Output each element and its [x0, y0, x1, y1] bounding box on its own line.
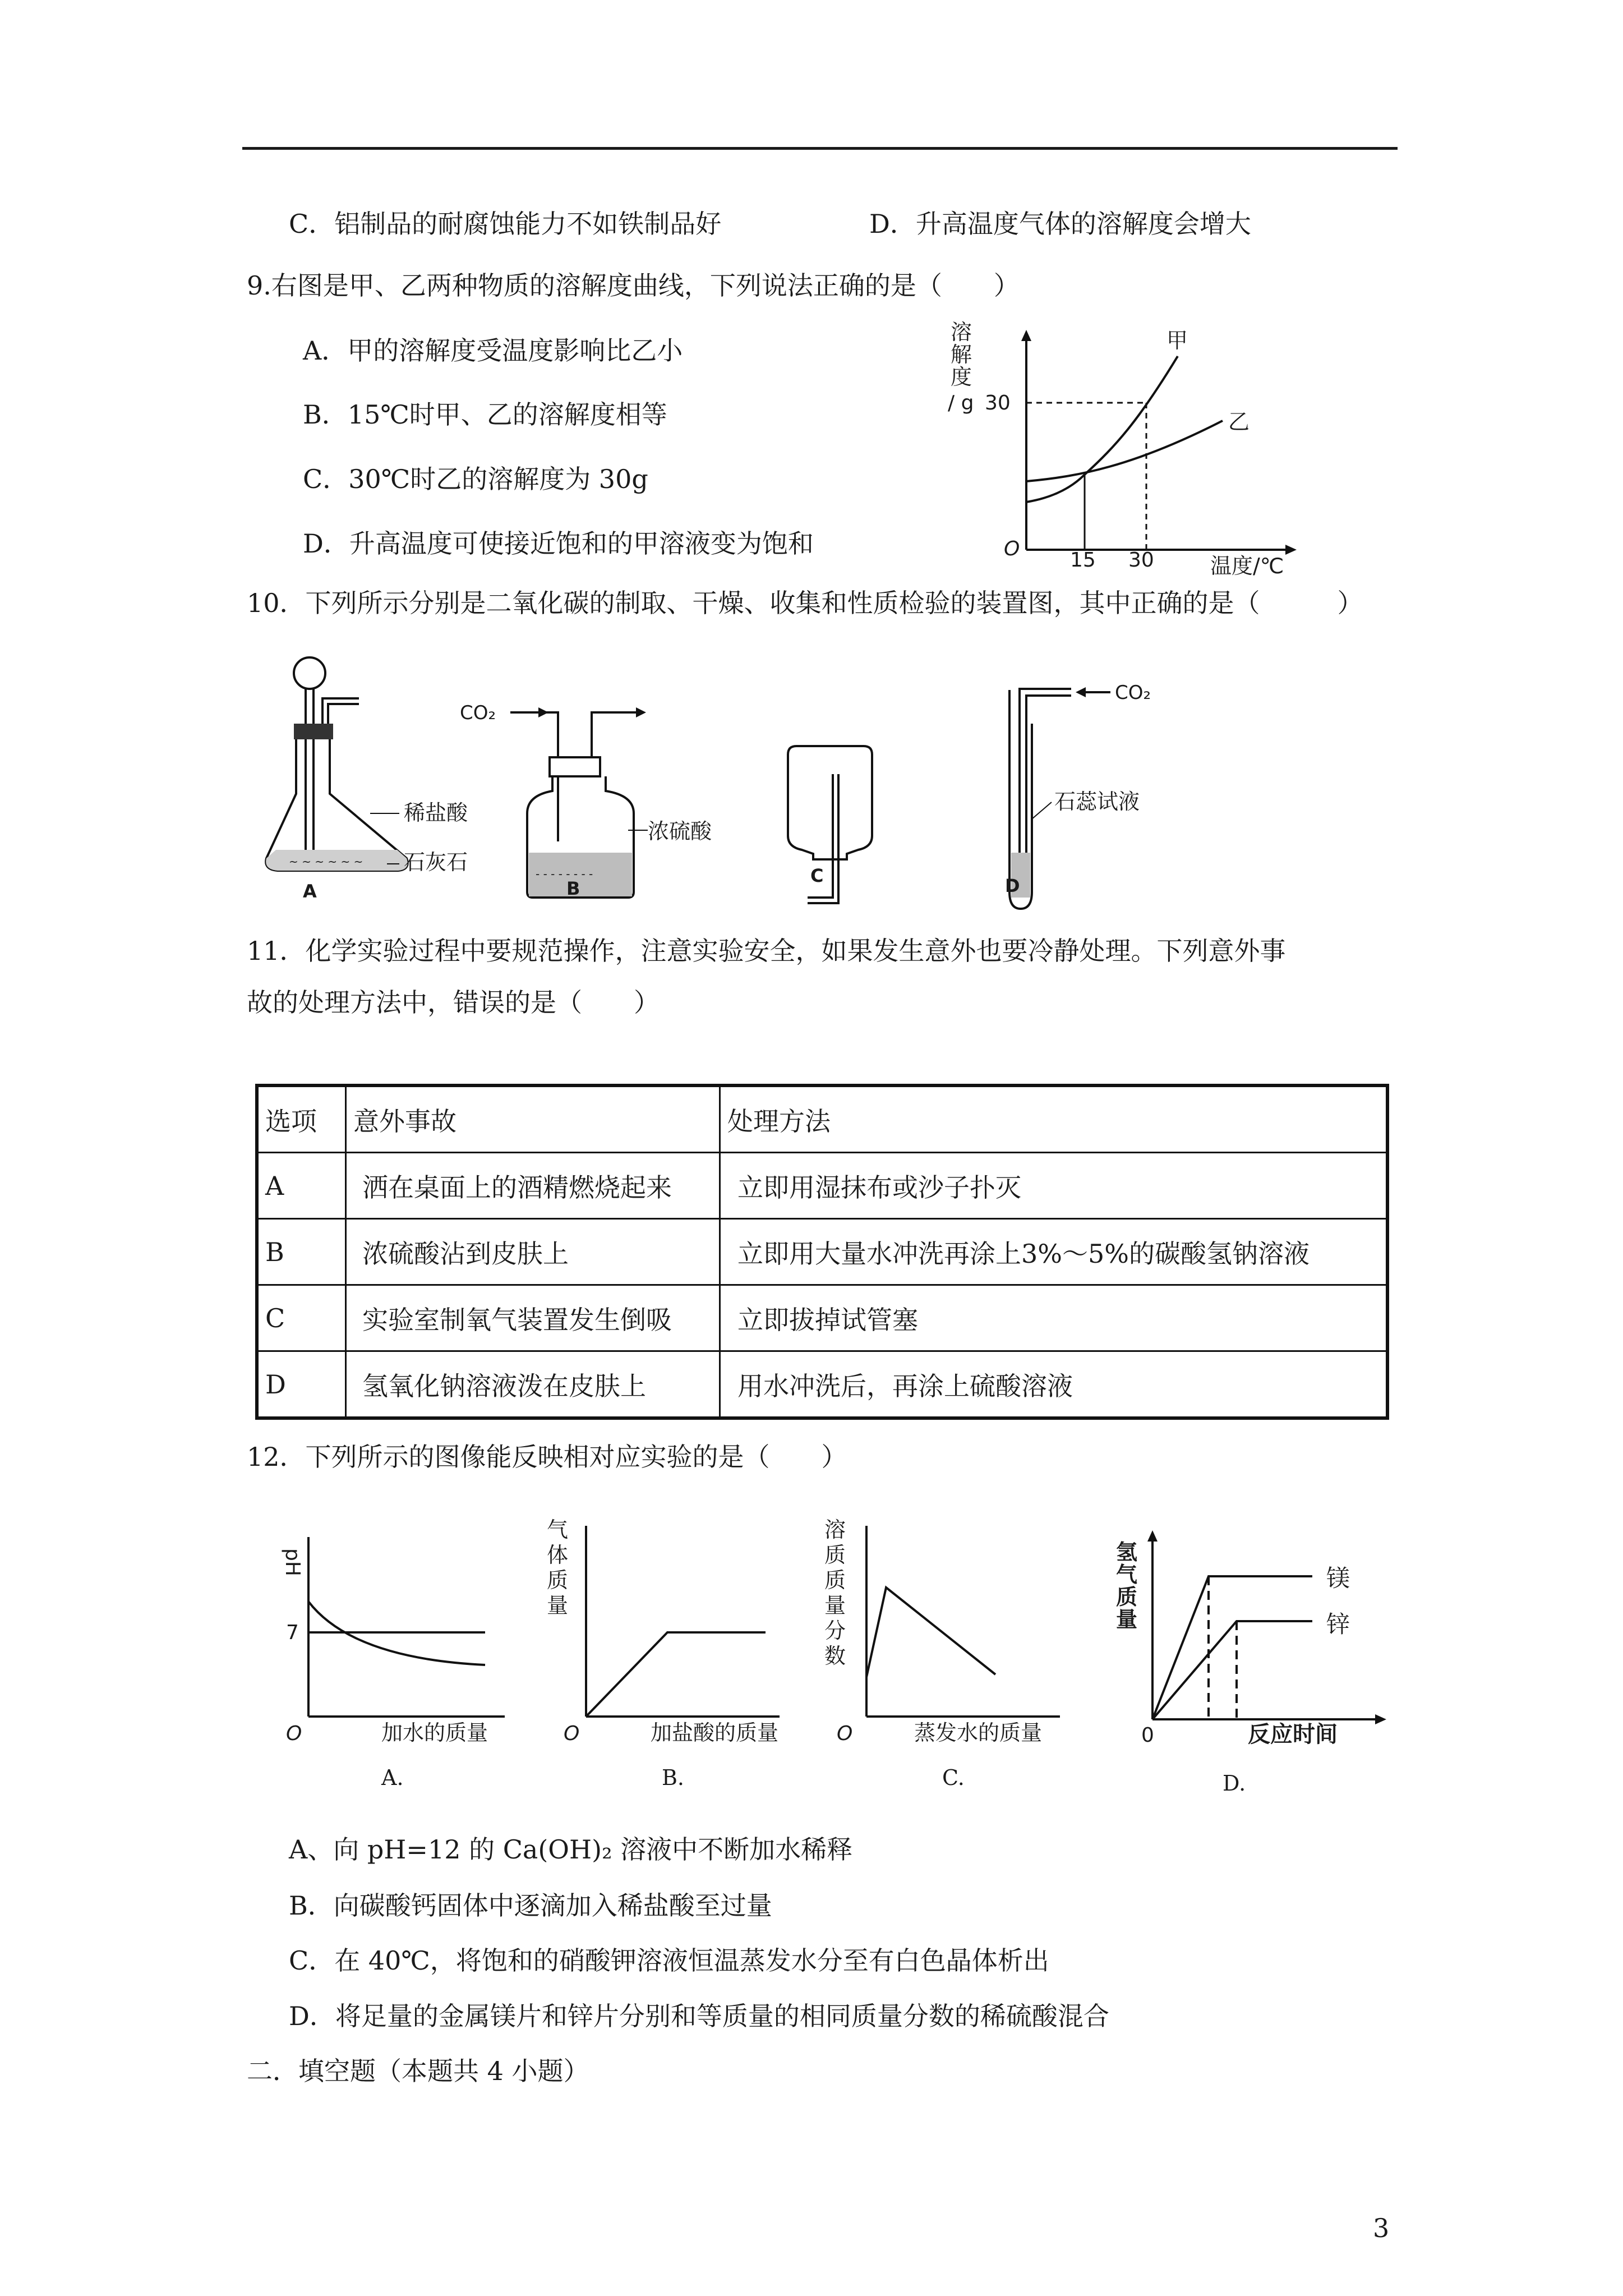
- svg-text:- - - - - - - -: - - - - - - - -: [536, 867, 593, 881]
- q12-graph-d-ylabel-2: 气: [1116, 1562, 1138, 1587]
- q12-graph-a: [269, 1526, 516, 1806]
- table-cell-accident: 洒在桌面上的酒精燃烧起来: [346, 1153, 720, 1219]
- solubility-ytick-30: 30: [985, 392, 1011, 415]
- table-cell-accident: 氢氧化钠溶液泼在皮肤上: [346, 1351, 720, 1419]
- apparatus-b-letter: B: [566, 878, 580, 899]
- apparatus-c-bottle: [788, 746, 872, 859]
- header-rule: [242, 147, 1398, 150]
- apparatus-a-funnel-bulb: [294, 657, 325, 689]
- q12-graph-b-ylabel-3: 质: [547, 1568, 569, 1593]
- apparatus-d-gas-label: CO₂: [1115, 682, 1151, 704]
- co2-apparatus-figure: [247, 651, 1200, 914]
- table-cell-option: D: [257, 1351, 346, 1419]
- table-cell-accident: 浓硫酸沾到皮肤上: [346, 1219, 720, 1285]
- q11-stem-line1: 11．化学实验过程中要规范操作，注意实验安全，如果发生意外也要冷静处理。下列意外事: [247, 936, 1286, 966]
- q12-graph-b-origin: O: [564, 1722, 580, 1745]
- apparatus-d: [1005, 682, 1151, 909]
- q12-graph-d: [1116, 1515, 1408, 1806]
- solubility-curve-jia-label: 甲: [1166, 328, 1188, 353]
- q12-graph-a-caption: A.: [381, 1765, 404, 1790]
- q12-option-c: C．在 40℃，将饱和的硝酸钾溶液恒温蒸发水分至有白色晶体析出: [289, 1945, 1049, 1976]
- q12-graph-d-ylabel-3: 质: [1116, 1585, 1138, 1609]
- q12-graph-d-caption: D.: [1223, 1771, 1246, 1796]
- apparatus-b-outlet-tube: [592, 712, 606, 760]
- q12-graph-c-caption: C.: [942, 1765, 965, 1790]
- table-row: [257, 1219, 1387, 1285]
- q12-graph-c-curve: [866, 1588, 995, 1677]
- q12-graph-c-ylabel-1: 溶: [824, 1517, 846, 1542]
- q12-graph-b-ylabel-2: 体: [547, 1543, 569, 1567]
- q12-graph-c-xlabel: 蒸发水的质量: [914, 1720, 1043, 1745]
- q12-graph-a-tick-7: 7: [286, 1621, 299, 1644]
- table-header-method: 处理方法: [720, 1085, 1388, 1153]
- solubility-curve-yi: [1026, 421, 1223, 481]
- accident-table: [255, 1084, 1389, 1420]
- table-cell-method: 立即用湿抹布或沙子扑灭: [720, 1153, 1388, 1219]
- solubility-curve-yi-label: 乙: [1228, 409, 1250, 434]
- q9-option-b: B．15℃时甲、乙的溶解度相等: [303, 399, 667, 430]
- q12-graph-c-ylabel-6: 数: [824, 1644, 846, 1668]
- q12-graph-b-curve: [586, 1632, 766, 1717]
- q12-graph-d-origin: 0: [1141, 1724, 1154, 1747]
- apparatus-a: [266, 657, 468, 902]
- apparatus-d-letter: D: [1005, 875, 1020, 896]
- q12-graph-d-ylabel-1: 氢: [1116, 1540, 1138, 1565]
- q8-option-d: D．升高温度气体的溶解度会增大: [869, 209, 1251, 239]
- q12-graph-a-ylabel: pH: [281, 1548, 304, 1576]
- solubility-xlabel: 温度/℃: [1210, 554, 1284, 578]
- table-cell-method: 立即用大量水冲洗再涂上3%～5%的碳酸氢钠溶液: [720, 1219, 1388, 1285]
- table-row: [257, 1153, 1387, 1219]
- q12-graph-d-mg-curve: [1152, 1576, 1312, 1719]
- q9-option-c: C．30℃时乙的溶解度为 30g: [303, 464, 648, 494]
- q12-graph-b: [544, 1515, 808, 1806]
- table-cell-option: B: [257, 1219, 346, 1285]
- q12-graph-c-origin: O: [837, 1722, 853, 1745]
- apparatus-b: [460, 702, 712, 899]
- solubility-ylabel-3: 度: [951, 365, 972, 389]
- q12-stem: 12．下列所示的图像能反映相对应实验的是（ ）: [247, 1442, 847, 1472]
- q9-option-d: D．升高温度可使接近饱和的甲溶液变为饱和: [303, 528, 814, 559]
- q12-graph-d-xlabel: 反应时间: [1248, 1722, 1338, 1747]
- q12-option-b: B．向碳酸钙固体中逐滴加入稀盐酸至过量: [289, 1890, 772, 1921]
- q12-graph-c-ylabel-3: 质: [824, 1568, 846, 1593]
- q12-graph-c-ylabel-2: 质: [824, 1543, 846, 1567]
- apparatus-b-label-acid: 浓硫酸: [648, 819, 712, 844]
- q12-graph-d-ylabel-4: 量: [1116, 1607, 1138, 1632]
- solubility-graph: [948, 320, 1307, 578]
- q12-graph-d-zn-curve: [1152, 1621, 1312, 1719]
- table-cell-accident: 实验室制氧气装置发生倒吸: [346, 1285, 720, 1351]
- apparatus-b-gas-label: CO₂: [460, 702, 496, 724]
- solubility-xtick-15: 15: [1070, 549, 1096, 572]
- solubility-x-arrow: [1285, 545, 1297, 555]
- table-cell-option: C: [257, 1285, 346, 1351]
- apparatus-c: [788, 746, 872, 903]
- solubility-y-arrow: [1021, 330, 1031, 341]
- q12-graph-c: [824, 1515, 1088, 1806]
- solubility-ylabel-2: 解: [951, 342, 972, 367]
- solubility-origin: O: [1004, 537, 1020, 560]
- table-cell-method: 用水冲洗后，再涂上硫酸溶液: [720, 1351, 1388, 1419]
- table-header-accident: 意外事故: [346, 1085, 720, 1153]
- svg-text:~ ~ ~ ~ ~ ~: ~ ~ ~ ~ ~ ~: [289, 855, 363, 868]
- q9-option-a: A．甲的溶解度受温度影响比乙小: [303, 335, 683, 366]
- solubility-xtick-30: 30: [1128, 549, 1154, 572]
- q12-option-d: D．将足量的金属镁片和锌片分别和等质量的相同质量分数的稀硫酸混合: [289, 2001, 1109, 2031]
- q12-graph-b-caption: B.: [662, 1765, 685, 1790]
- solubility-ylabel-1: 溶: [951, 320, 972, 344]
- table-row: [257, 1351, 1387, 1419]
- section-two-heading: 二．填空题（本题共 4 小题）: [247, 2056, 589, 2086]
- q12-graph-d-series-mg: 镁: [1326, 1565, 1350, 1592]
- table-header-option: 选项: [257, 1085, 346, 1153]
- solubility-curve-jia: [1026, 356, 1178, 502]
- q12-graph-b-ylabel-1: 气: [547, 1517, 569, 1542]
- page-number: 3: [1373, 2213, 1390, 2243]
- solubility-yunit: / g: [948, 392, 974, 415]
- q12-option-a: A、向 pH=12 的 Ca(OH)₂ 溶液中不断加水稀释: [289, 1834, 853, 1865]
- apparatus-d-label-litmus: 石蕊试液: [1054, 789, 1140, 814]
- table-cell-method: 立即拔掉试管塞: [720, 1285, 1388, 1351]
- apparatus-c-letter: C: [810, 865, 824, 886]
- q12-graph-b-ylabel-4: 量: [547, 1593, 569, 1618]
- q12-graph-d-series-zn: 锌: [1326, 1611, 1350, 1638]
- table-header-row: [257, 1085, 1387, 1153]
- q9-stem: 9.右图是甲、乙两种物质的溶解度曲线，下列说法正确的是（ ）: [247, 270, 1020, 301]
- apparatus-a-letter: A: [303, 881, 317, 902]
- q12-graph-c-ylabel-5: 分: [824, 1618, 846, 1643]
- apparatus-a-stopper: [294, 724, 333, 739]
- apparatus-a-label-acid: 稀盐酸: [404, 800, 468, 825]
- q11-stem-line2: 故的处理方法中，错误的是（ ）: [247, 987, 660, 1018]
- q12-graph-a-xlabel: 加水的质量: [381, 1720, 488, 1745]
- q8-option-c: C．铝制品的耐腐蚀能力不如铁制品好: [289, 209, 722, 239]
- table-row: [257, 1285, 1387, 1351]
- q10-stem: 10．下列所示分别是二氧化碳的制取、干燥、收集和性质检验的装置图，其中正确的是（ ）: [247, 588, 1363, 618]
- q12-graph-b-xlabel: 加盐酸的质量: [651, 1720, 779, 1745]
- q12-graph-c-ylabel-4: 量: [824, 1593, 846, 1618]
- table-cell-option: A: [257, 1153, 346, 1219]
- apparatus-a-label-limestone: 石灰石: [404, 850, 468, 875]
- q12-graph-a-origin: O: [286, 1722, 302, 1745]
- apparatus-b-stopper: [550, 757, 600, 776]
